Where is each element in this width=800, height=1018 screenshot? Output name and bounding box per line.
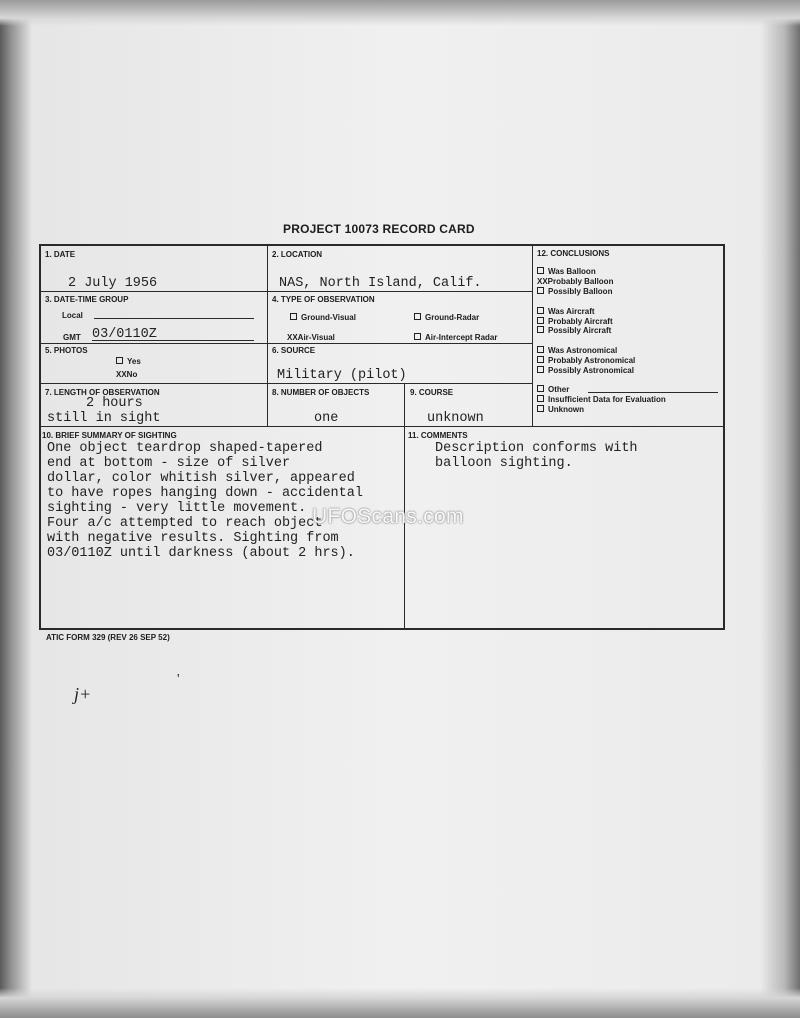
summary-line: to have ropes hanging down - accidental <box>47 486 363 501</box>
length-line-2: still in sight <box>47 411 161 426</box>
local-label: Local <box>62 311 83 320</box>
comments-line: Description conforms with <box>435 441 638 456</box>
summary-line: with negative results. Sighting from <box>47 531 339 546</box>
conclusion-other: Other <box>537 385 569 394</box>
photos-yes-option: Yes <box>116 357 141 366</box>
conclusion-unknown: Unknown <box>537 405 584 414</box>
date-label: 1. DATE <box>45 250 76 259</box>
length-of-observation-label: 7. LENGTH OF OBSERVATION <box>45 388 160 397</box>
comments-text <box>435 441 638 471</box>
air-intercept-radar-option: Air-Intercept Radar <box>414 333 497 342</box>
checkbox-icon <box>537 346 544 353</box>
summary-line: dollar, color whitish silver, appeared <box>47 471 355 486</box>
scan-edge-top <box>0 0 800 26</box>
checkbox-icon <box>414 313 421 320</box>
summary-line: 03/0110Z until darkness (about 2 hrs). <box>47 546 355 561</box>
watermark: UFOScans.com <box>312 505 464 528</box>
conclusion-probably-aircraft: Probably Aircraft <box>537 317 613 326</box>
ground-visual-option: Ground-Visual <box>290 313 356 322</box>
conclusion-possibly-astronomical: Possibly Astronomical <box>537 366 634 375</box>
air-visual-option: XXAir-Visual <box>287 333 335 342</box>
course-label: 9. COURSE <box>410 388 454 397</box>
checked-mark: XX <box>116 370 127 379</box>
conclusion-was-balloon: Was Balloon <box>537 267 596 276</box>
checkbox-icon <box>290 313 297 320</box>
comments-label: 11. COMMENTS <box>408 431 468 440</box>
summary-label: 10. BRIEF SUMMARY OF SIGHTING <box>42 431 177 440</box>
checkbox-icon <box>537 317 544 324</box>
conclusion-possibly-balloon: Possibly Balloon <box>537 287 612 296</box>
summary-text <box>47 441 363 561</box>
photos-no-option: XXNo <box>116 370 138 379</box>
checkbox-icon <box>537 267 544 274</box>
conclusions-label: 12. CONCLUSIONS <box>537 249 610 258</box>
summary-line: One object teardrop shaped-tapered <box>47 441 323 456</box>
course-value: unknown <box>427 411 484 426</box>
checkbox-icon <box>537 405 544 412</box>
checkbox-icon <box>537 356 544 363</box>
checkbox-icon <box>537 307 544 314</box>
number-of-objects-value: one <box>314 411 339 426</box>
stray-tick-mark: ' <box>177 672 180 687</box>
ground-radar-option: Ground-Radar <box>414 313 479 322</box>
checkbox-icon <box>537 326 544 333</box>
conclusion-insufficient-data: Insufficient Data for Evaluation <box>537 395 666 404</box>
checkbox-icon <box>116 357 123 364</box>
comments-line: balloon sighting. <box>435 456 573 471</box>
number-of-objects-label: 8. NUMBER OF OBJECTS <box>272 388 370 397</box>
checked-mark: XX <box>287 333 298 342</box>
form-number: ATIC FORM 329 (REV 26 SEP 52) <box>46 633 170 642</box>
checked-mark: XX <box>537 277 548 286</box>
stray-pen-mark: j+ <box>74 684 92 704</box>
conclusion-possibly-aircraft: Possibly Aircraft <box>537 326 611 335</box>
gmt-label: GMT <box>63 333 81 342</box>
conclusion-was-astronomical: Was Astronomical <box>537 346 617 355</box>
conclusion-probably-astronomical: Probably Astronomical <box>537 356 635 365</box>
location-value: NAS, North Island, Calif. <box>279 276 482 291</box>
scan-edge-bottom <box>0 988 800 1018</box>
date-value: 2 July 1956 <box>68 276 158 291</box>
checkbox-icon <box>414 333 421 340</box>
length-line-1: 2 hours <box>86 396 143 411</box>
summary-line: sighting - very little movement. <box>47 501 307 516</box>
checkbox-icon <box>537 395 544 402</box>
gmt-value: 03/0110Z <box>92 327 157 342</box>
conclusion-probably-balloon: XXProbably Balloon <box>537 277 614 286</box>
summary-line: Four a/c attempted to reach object <box>47 516 323 531</box>
photos-label: 5. PHOTOS <box>45 346 88 355</box>
card-title: PROJECT 10073 RECORD CARD <box>283 222 475 236</box>
source-label: 6. SOURCE <box>272 346 316 355</box>
conclusion-was-aircraft: Was Aircraft <box>537 307 595 316</box>
checkbox-icon <box>537 366 544 373</box>
source-value: Military (pilot) <box>277 368 407 383</box>
location-label: 2. LOCATION <box>272 250 323 259</box>
summary-line: end at bottom - size of silver <box>47 456 291 471</box>
checkbox-icon <box>537 385 544 392</box>
checkbox-icon <box>537 287 544 294</box>
date-time-group-label: 3. DATE-TIME GROUP <box>45 295 129 304</box>
type-of-observation-label: 4. TYPE OF OBSERVATION <box>272 295 375 304</box>
